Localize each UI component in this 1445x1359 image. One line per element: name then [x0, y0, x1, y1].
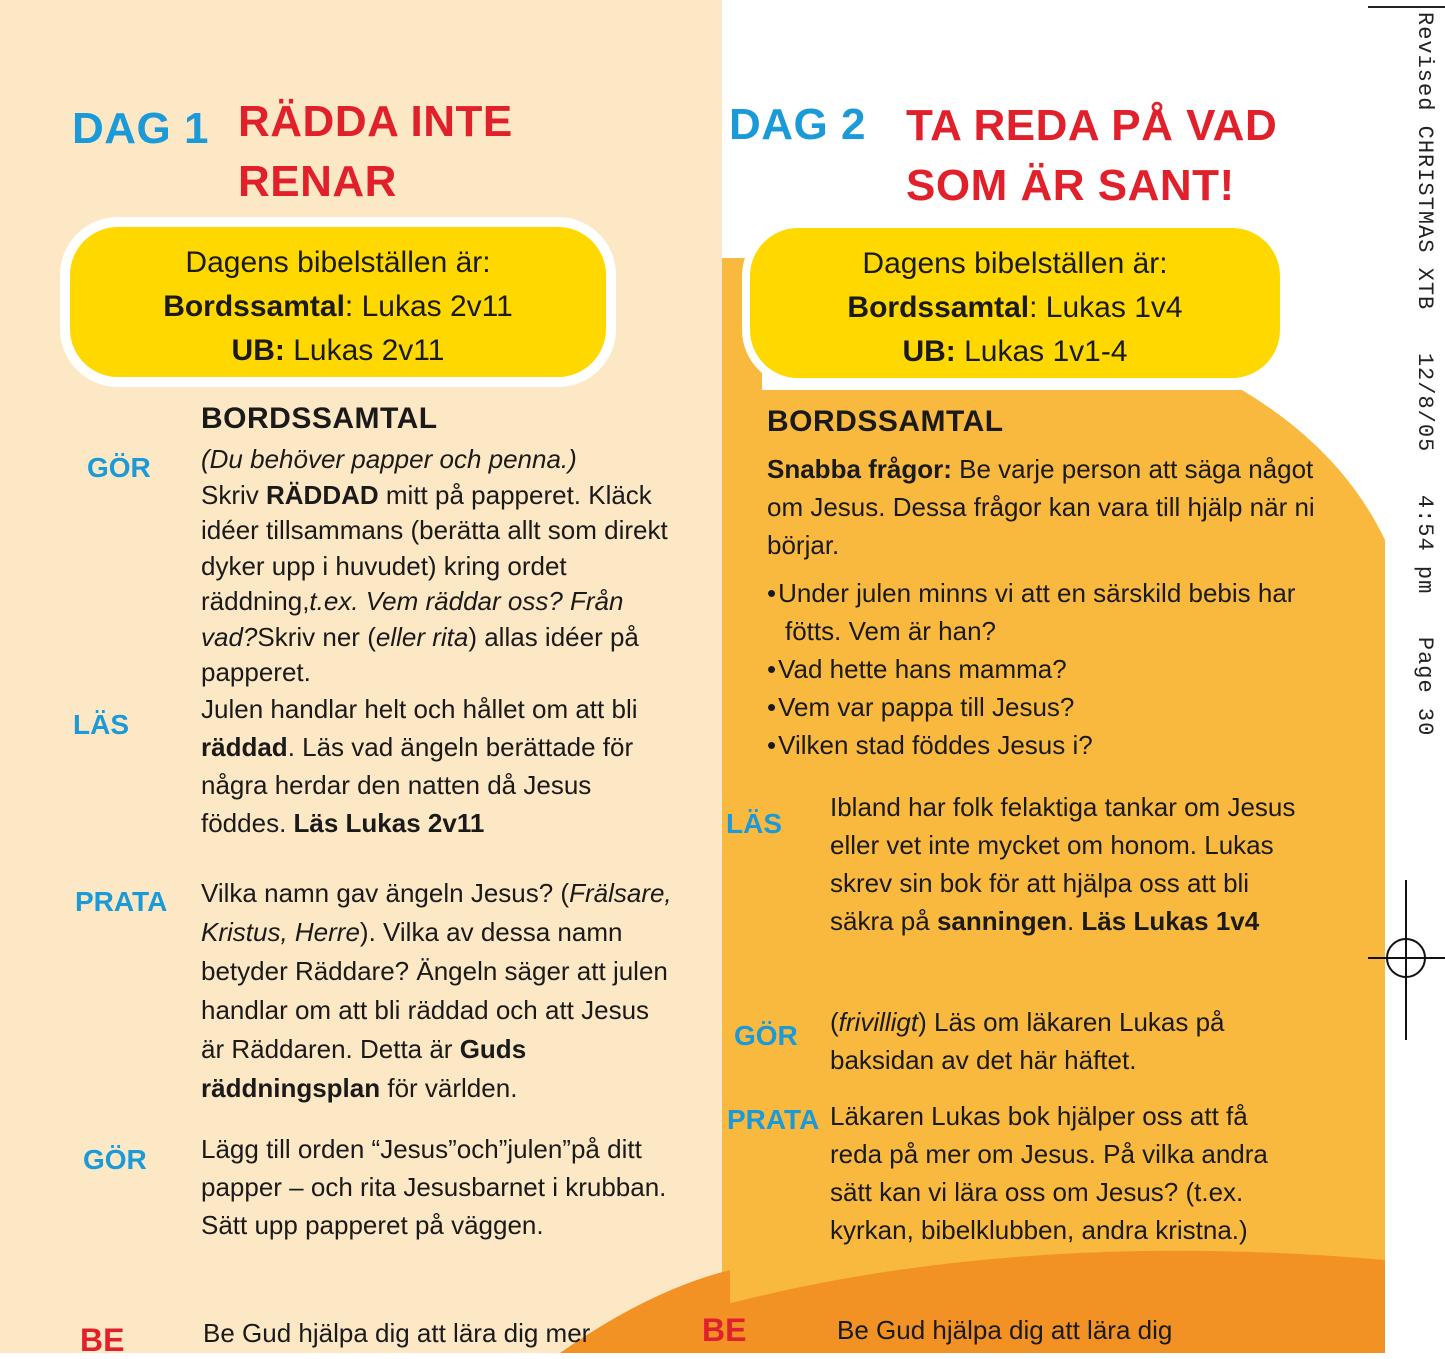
- day1-verse-box: [70, 227, 606, 377]
- day1-label-be: BE: [80, 1322, 125, 1358]
- registration-mark-icon: [1368, 880, 1445, 1040]
- list-item: • Vilken stad föddes Jesus i?: [767, 726, 1307, 764]
- day1-prata-text: Vilka namn gav ängeln Jesus? (Frälsare, Kristus, Herre). Vilka av dessa namn betyder Räddare? Ängeln säger att julen handlar om att bli räddad och att Jesus är Räddaren. Detta är Guds räddningsplan för världen.: [201, 878, 672, 1103]
- day1-gor2-text: Lägg till orden “Jesus”och”julen”på ditt papper – och rita Jesusbarnet i krubban. Sätt upp papperet på väggen.: [201, 1134, 667, 1240]
- list-item: • Under julen minns vi att en särskild bebis har fötts. Vem är han?: [767, 574, 1307, 650]
- day2-label-be: BE: [702, 1312, 747, 1348]
- day2-question-list: [767, 574, 1307, 764]
- day1-section-heading: BORDSSAMTAL: [201, 402, 438, 435]
- day2-label-prata: PRATA: [727, 1104, 820, 1135]
- day2-section-heading: BORDSSAMTAL: [767, 405, 1004, 438]
- crop-line: [1368, 6, 1445, 8]
- day1-be-text: Be Gud hjälpa dig att lära dig mer: [203, 1318, 591, 1348]
- day1-label-gor: GÖR: [87, 452, 151, 483]
- day1-label: DAG 1: [72, 104, 209, 153]
- verse-bordssamtal: Bordssamtal: Lukas 2v11: [163, 290, 513, 323]
- day1-gor-text: (Du behöver papper och penna.) Skriv RÄDDAD mitt på papperet. Kläck idéer tillsammans (berätta allt som direkt dyker upp i huvudet) kring ordet räddning,t.ex. Vem räddar oss? Från vad?Skriv ner (eller rita) allas idéer på papperet.: [201, 444, 668, 687]
- verse-bordssamtal: Bordssamtal: Lukas 1v4: [847, 291, 1183, 324]
- day1-title-line2: RENAR: [238, 157, 397, 206]
- day1-label-gor-2: GÖR: [83, 1144, 147, 1175]
- print-slug: Revised CHRISTMAS XTB 12/8/05 4:54 pm Page 30: [1412, 12, 1437, 737]
- day2-intro-text: Snabba frågor: Be varje person att säga något om Jesus. Dessa frågor kan vara till hjälp när ni börjar.: [767, 454, 1315, 560]
- day2-be-text: Be Gud hjälpa dig att lära dig: [837, 1315, 1173, 1345]
- verse-ub: UB: Lukas 2v11: [231, 334, 445, 367]
- day2-verse-box: [750, 228, 1280, 378]
- day2-gor-text: (frivilligt) Läs om läkaren Lukas på baksidan av det här häftet.: [830, 1007, 1225, 1075]
- day1-label-prata: PRATA: [75, 886, 168, 917]
- day2-label-las: LÄS: [726, 808, 782, 839]
- day2-title-line2: SOM ÄR SANT!: [906, 161, 1235, 210]
- day1-las-text: Julen handlar helt och hållet om att bli räddad. Läs vad ängeln berättade för några herdar den natten då Jesus föddes. Läs Lukas 2v11: [201, 694, 638, 838]
- verse-intro: Dagens bibelställen är:: [862, 247, 1168, 280]
- verse-intro: Dagens bibelställen är:: [185, 246, 491, 279]
- verse-ub: UB: Lukas 1v1-4: [902, 335, 1128, 368]
- day2-las-text: Ibland har folk felaktiga tankar om Jesus eller vet inte mycket om honom. Lukas skrev sin bok för att hjälpa oss att bli säkra på sanningen. Läs Lukas 1v4: [830, 792, 1296, 936]
- day2-prata-text: Läkaren Lukas bok hjälper oss att få reda på mer om Jesus. På vilka andra sätt kan vi lära oss om Jesus? (t.ex. kyrkan, bibelklubben, andra kristna.): [830, 1101, 1268, 1245]
- list-item: • Vad hette hans mamma?: [767, 650, 1307, 688]
- day2-title-line1: TA REDA PÅ VAD: [906, 101, 1278, 150]
- day2-label-gor: GÖR: [734, 1020, 798, 1051]
- day1-title-line1: RÄDDA INTE: [238, 97, 513, 146]
- list-item: • Vem var pappa till Jesus?: [767, 688, 1307, 726]
- day2-label: DAG 2: [729, 100, 866, 149]
- day1-label-las: LÄS: [73, 709, 129, 740]
